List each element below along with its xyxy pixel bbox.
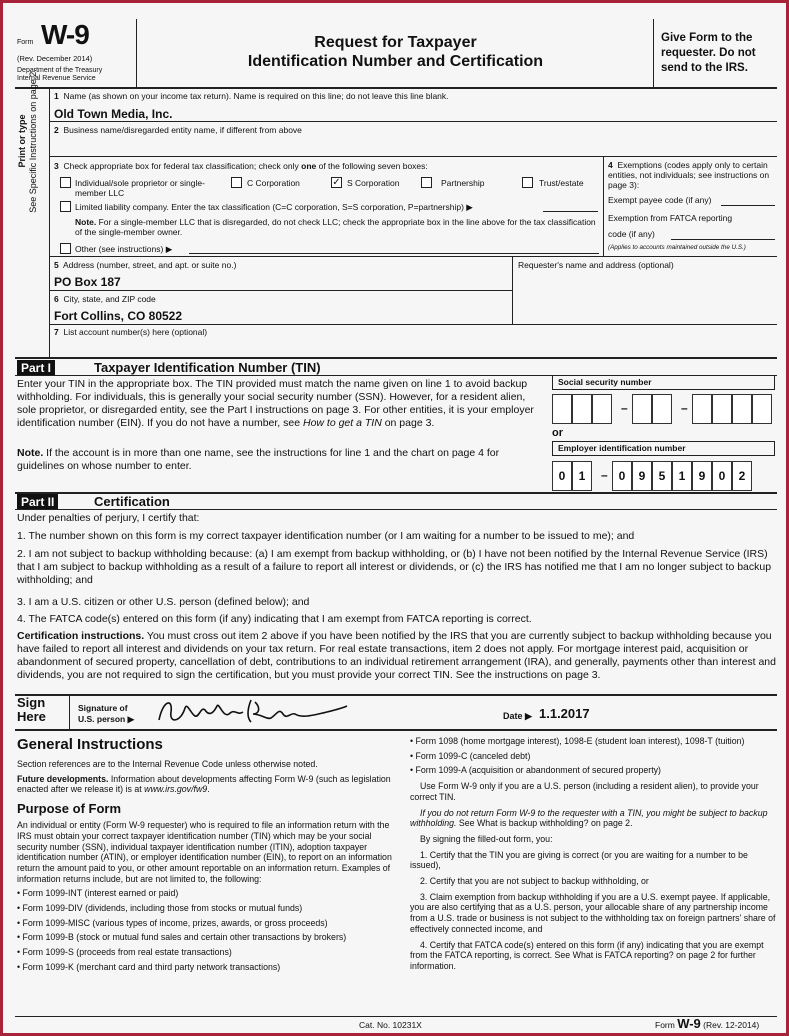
partnership-label: Partnership [441, 178, 485, 188]
cert-item4: 4. The FATCA code(s) entered on this form (if any) indicating that I am exempt from FATCA reporting is correct. [17, 613, 532, 625]
signature-label: Signature of U.S. person ▶ [78, 703, 135, 724]
right-para-7: 4. Certify that FATCA code(s) entered on this form (if any) indicating that you are exempt from the FATCA reporting, is correct. See What is FATCA reporting? on page 2 for further information. [410, 939, 764, 971]
s-corp-label: S Corporation [347, 178, 400, 188]
line5-label: 5 Address (number, street, and apt. or suite no.) [54, 260, 237, 270]
cert-item2: 2. I am not subject to backup withholding because: (a) I am exempt from backup withholding, or (b) I have not been notified by the Internal Revenue Service (IRS) that I am subject to backup withholding as a result of a failure to report all interest or dividends, or (c) the IRS has notified me that I am no longer subject to backup withholding; and [17, 548, 772, 586]
form-label: Form [17, 39, 34, 46]
footer-form-id: Form W-9 (Rev. 12-2014) [655, 1016, 760, 1031]
line3-note: Note. For a single-member LLC that is disregarded, do not check LLC; check the appropriate box in the line above for the tax classification of the single-member owner. [75, 217, 596, 237]
individual-checkbox[interactable] [60, 177, 71, 188]
line3-label: 3 Check appropriate box for federal tax classification; check only one of the following seven boxes: [54, 161, 428, 171]
c-corp-label: C Corporation [247, 178, 300, 188]
form-title-line2: Identification Number and Certification [247, 53, 544, 70]
left-bullet-6: • Form 1099-K (merchant card and third party network transactions) [17, 961, 281, 972]
exempt-payee-label: Exempt payee code (if any) [608, 195, 712, 205]
gi-future: Future developments. Information about developments affecting Form W-9 (such as legislation enacted after we release it) is at www.irs.gov/fw9. [17, 773, 391, 795]
irs: Internal Revenue Service [17, 75, 96, 82]
line4-label: 4 Exemptions (codes apply only to certain entities, not individuals; see instructions on page 3): [608, 160, 770, 190]
right-para-6: 3. Claim exemption from backup withholding if you are a U.S. exempt payee. If applicable, you are also certifying that as a U.S. person, your allocable share of any partnership income from a U.S. trade or business is not subject to the withholding tax on foreign partners' share of effectively connected income, and [410, 891, 776, 934]
purpose-text: An individual or entity (Form W-9 requester) who is required to file an information return with the IRS must obtain your correct taxpayer identification number (TIN) which may be your social security number (SSN), individual taxpayer identification number (ITIN), adoption taxpayer identification number (ATIN), or employer identification number (EIN), to report on an information return the amount paid to you, or other amount reportable on an information return. Examples of information returns include, but are not limited to, the following: [17, 820, 392, 884]
signature-image[interactable] [151, 694, 351, 728]
fatca-applies: (Applies to accounts maintained outside the U.S.) [608, 244, 746, 251]
left-bullet-3: • Form 1099-MISC (various types of income, prizes, awards, or gross proceeds) [17, 917, 328, 928]
part2-title: Certification [94, 494, 170, 509]
trust-checkbox[interactable] [522, 177, 533, 188]
date-label: Date ▶ [503, 711, 532, 721]
right-para-1: Use Form W-9 only if you are a U.S. person (including a resident alien), to provide your correct TIN. [410, 781, 759, 802]
line1-label: 1 Name (as shown on your income tax return). Name is required on this line; do not leave this line blank. [54, 91, 449, 101]
line2-business-field[interactable] [54, 139, 774, 155]
right-para-5: 2. Certify that you are not subject to backup withholding, or [420, 876, 649, 887]
c-corp-checkbox[interactable] [231, 177, 242, 188]
individual-label: Individual/sole proprietor or single-member LLC [75, 178, 205, 198]
s-corp-checkbox[interactable]: ✓ [332, 177, 341, 188]
ein-label: Employer identification number [552, 441, 775, 456]
right-bullet-3: • Form 1099-A (acquisition or abandonment of secured property) [410, 765, 661, 776]
right-para-2: If you do not return Form W-9 to the requester with a TIN, you might be subject to backup withholding. See What is backup withholding? on page 2. [410, 807, 768, 829]
part1-label: Part I [17, 360, 55, 376]
dept: Department of the Treasury [17, 67, 103, 74]
left-bullet-1: • Form 1099-INT (interest earned or paid) [17, 888, 179, 899]
purpose-title: Purpose of Form [17, 801, 122, 817]
trust-label: Trust/estate [539, 178, 584, 188]
gi-title: General Instructions [17, 736, 163, 753]
city-state-zip-field[interactable]: Fort Collins, CO 80522 [54, 309, 183, 323]
left-bullet-2: • Form 1099-DIV (dividends, including those from stocks or mutual funds) [17, 903, 303, 914]
side-see-instructions: See Specific Instructions on page 2. [28, 69, 38, 213]
or-label: or [552, 427, 563, 439]
part1-title: Taxpayer Identification Number (TIN) [94, 360, 321, 375]
other-label: Other (see instructions) ▶ [75, 244, 173, 254]
sign-here-label: Sign Here [17, 695, 46, 724]
address-field[interactable]: PO Box 187 [54, 275, 121, 289]
cat-number: Cat. No. 10231X [359, 1020, 422, 1030]
part1-note: Note. If the account is in more than one name, see the instructions for line 1 and the chart on page 4 for guidelines on whose number to enter. [17, 447, 500, 472]
fatca-label2: code (if any) [608, 229, 655, 239]
part1-instructions: Enter your TIN in the appropriate box. The TIN provided must match the name given on line 1 to avoid backup withholding. For individuals, this is generally your social security number (SSN). However, for a resident alien, sole proprietor, or disregarded entity, see the Part I instructions on page 3. For other entities, it is your employer identification number (EIN). If you do not have a number, see How to get a TIN on page 3. [17, 378, 534, 429]
right-bullet-2: • Form 1099-C (canceled debt) [410, 750, 531, 761]
line7-label: 7 List account number(s) here (optional) [54, 327, 208, 337]
requester-label: Requester's name and address (optional) [518, 260, 674, 270]
date-field[interactable]: 1.1.2017 [539, 706, 590, 721]
side-instructions [17, 21, 41, 261]
form-number: W-9 [41, 19, 89, 50]
cert-item3: 3. I am a U.S. citizen or other U.S. person (defined below); and [17, 596, 310, 608]
ssn-label: Social security number [552, 375, 775, 390]
partnership-checkbox[interactable] [421, 177, 432, 188]
side-print-type: Print or type [17, 114, 27, 168]
rev-date: (Rev. December 2014) [17, 54, 93, 63]
right-bullet-1: • Form 1098 (home mortgage interest), 1098-E (student loan interest), 1098-T (tuition) [410, 736, 745, 746]
line2-label: 2 Business name/disregarded entity name, if different from above [54, 125, 302, 135]
general-instructions-left [17, 736, 402, 975]
right-para-4: 1. Certify that the TIN you are giving is correct (or you are waiting for a number to be issued), [410, 849, 748, 871]
llc-label: Limited liability company. Enter the tax classification (C=C corporation, S=S corporation, P=partnership) ▶ [75, 202, 473, 212]
line1-name-field[interactable]: Old Town Media, Inc. [54, 107, 173, 121]
form-title-line1: Request for Taxpayer [314, 34, 477, 51]
gi-refs: Section references are to the Internal Revenue Code unless otherwise noted. [17, 759, 318, 769]
cert-item1: 1. The number shown on this form is my correct taxpayer identification number (or I am waiting for a number to be issued to me); and [17, 530, 635, 542]
give-form-note: Give Form to the requester. Do not send to the IRS. [661, 32, 756, 74]
right-para-3: By signing the filled-out form, you: [420, 833, 553, 844]
form-page: Form W-9 (Rev. December 2014) Department of the Treasury Internal Revenue Service Request for Taxpayer Identification Number and Certification Give Form to the requester. Do not send to the IRS. Print or type See Specific Instructions on page 2. 1 Name (as shown on your income tax return). Name is required on this line; do not leave this line blank. Old Town Media, Inc. 2 Business name/disregarded entity name, if different from above 3 Check appropriate box for federal tax classification; check only one of the following seven boxes: Individual/sole proprietor or single-member LLC C Corporation ✓ S Corporation Partnership Trust/estate Limited liability company. Enter the tax classification (C=C corporation, S=S corporation, P=partnership) ▶ Note. For a single-member LLC that is disregarded, do not check LLC; check the appropriate box in the line above for the tax classification of the single-member owner. Other (see instructions) ▶ 4 Exemptions (codes apply only to certain entities, not individuals; see instructions on page 3): Exempt payee code (if any) Exemption from FATCA reporting code (if any) (Applies to accounts maintained outside the U.S.) 5 Address (number, street, and apt. or suite no.) PO Box 187 Requester's name and address (optional) 6 City, state, and ZIP code Fort Collins, CO 80522 7 List account number(s) here (optional) Part I Taxpayer Identification Number (TIN) Enter your TIN in the appropriate box. The TIN provided must match the name given on line 1 to avoid backup withholding. For individuals, this is generally your social security number (SSN). However, for a resident alien, sole proprietor, or disregarded entity, see the Part I instructions on page 3. For other entities, it is your employer identification number (EIN). If you do not have a number, see How to get a TIN on page 3. Note. If the account is in more than one name, see the instructions for line 1 and the chart on page 4 for guidelines on whose number to enter. Social security number – – or Employer identification number 0 1 – 0 9 5 1 9 0 2 Part II Certification Under penalties of perjury, I certify that: 1. The number shown on this form is my correct taxpayer identification number (or I am waiting for a number to be issued to me); and 2. I am not subject to backup withholding because: (a) I am exempt from backup withholding, or (b) I have not been notified by the Internal Revenue Service (IRS) that I am subject to backup withholding as a result of a failure to report all interest or dividends, or (c) the IRS has notified me that I am no longer subject to backup withholding; and 3. I am a U.S. citizen or other U.S. person (defined below); and 4. The FATCA code(s) entered on this form (if any) indicating that I am exempt from FATCA reporting is correct. Certification instructions. You must cross out item 2 above if you have been notified by the IRS that you are currently subject to backup withholding because you have failed to report all interest and dividends on your tax return. For real estate transactions, item 2 does not apply. For mortgage interest paid, acquisition or abandonment of secured property, cancellation of debt, contributions to an individual retirement arrangement (IRA), and generally, payments other than interest and dividends, you are not required to sign the certification, but you must provide your correct TIN. See the instructions on page 3. Sign Here Signature of U.S. person ▶ Date ▶ 1.1.2017 General Instructions Section references are to the Internal Revenue Code unless otherwise noted. Future developments. Information about developments affecting Form W-9 (such as legislation enacted after we release it) is at www.irs.gov/fw9. Purpose of Form An individual or entity (Form W-9 requester) who is required to file an information return with the IRS must obtain your correct taxpayer identification number (TIN) which may be your social security number (SSN), individual taxpayer identification number (ITIN), adoption taxpayer identification number (ATIN), or employer identification number (EIN), to report on an information return the amount paid to you, or other amount reportable on an information return. Examples of information returns include, but are not limited to, the following: • Form 1099-INT (interest earned or paid) • Form 1099-DIV (dividends, including those from stocks or mutual funds) • Form 1099-MISC (various types of income, prizes, awards, or gross proceeds) • Form 1099-B (stock or mutual fund sales and certain other transactions by brokers) • Form 1099-S (proceeds from real estate transactions) • Form 1099-K (merchant card and third party network transactions) • Form 1098 (home mortgage interest), 1098-E (student loan interest), 1098-T (tuition) • Form 1099-C (canceled debt) • Form 1099-A (acquisition or abandonment of secured property) Use Form W-9 only if you are a U.S. person (including a resident alien), to provide your correct TIN. If you do not return Form W-9 to the requester with a TIN, you might be subject to backup withholding. See What is backup withholding? on page 2. By signing the filled-out form, you: 1. Certify that the TIN you are giving is correct (or you are waiting for a number to be issued), 2. Certify that you are not subject to backup withholding, or 3. Claim exemption from backup withholding if you are a U.S. exempt payee. If applicable, you are also certifying that as a U.S. person, your allocable share of any partnership income from a U.S. trade or business is not subject to the withholding tax on foreign partners' share of effectively connected income, and 4. Certify that FATCA code(s) entered on this form (if any) indicating that you are exempt from the FATCA reporting, is correct. See What is FATCA reporting? on page 2 for further information. Cat. No. 10231X Form W-9 (Rev. 12-2014) [0, 0, 789, 1036]
left-bullet-5: • Form 1099-S (proceeds from real estate transactions) [17, 947, 232, 958]
account-number-field[interactable] [54, 339, 774, 355]
llc-checkbox[interactable] [60, 201, 71, 212]
left-bullet-4: • Form 1099-B (stock or mutual fund sales and certain other transactions by brokers) [17, 932, 347, 943]
cert-intro: Under penalties of perjury, I certify that: [17, 512, 200, 524]
cert-instructions: Certification instructions. You must cross out item 2 above if you have been notified by the IRS that you are currently subject to backup withholding because you have failed to report all interest and dividends on your tax return. For real estate transactions, item 2 does not apply. For mortgage interest paid, acquisition or abandonment of secured property, cancellation of debt, contributions to an individual retirement arrangement (IRA), and generally, payments other than interest and dividends, you are not required to sign the certification, but you must provide your correct TIN. See the instructions on page 3. [17, 630, 776, 681]
general-instructions-right [410, 736, 777, 974]
other-checkbox[interactable] [60, 243, 71, 254]
part2-label: Part II [17, 494, 58, 510]
fatca-label: Exemption from FATCA reporting [608, 213, 733, 223]
line6-label: 6 City, state, and ZIP code [54, 294, 156, 304]
